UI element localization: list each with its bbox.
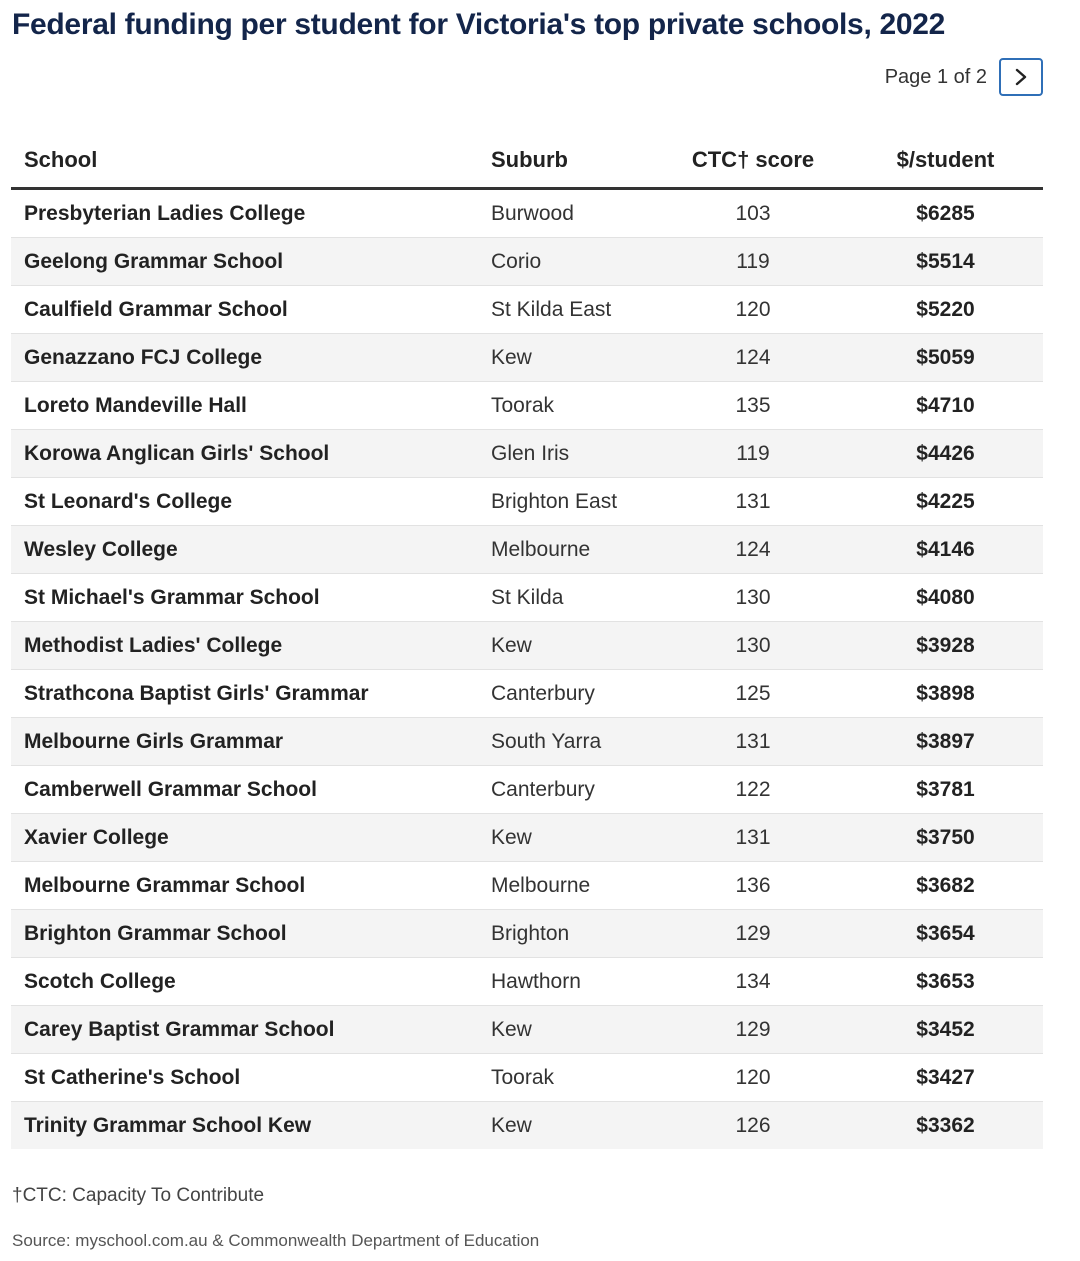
cell-suburb: St Kilda East: [478, 286, 658, 334]
cell-dollars-per-student: $6285: [848, 189, 1043, 238]
cell-ctc-score: 131: [658, 718, 848, 766]
funding-table: [11, 132, 1043, 1149]
cell-school: Caulfield Grammar School: [11, 286, 478, 334]
cell-dollars-per-student: $4146: [848, 526, 1043, 574]
cell-school: Methodist Ladies' College: [11, 622, 478, 670]
table-row: [11, 1006, 1043, 1054]
cell-school: Melbourne Grammar School: [11, 862, 478, 910]
cell-dollars-per-student: $3682: [848, 862, 1043, 910]
cell-dollars-per-student: $4426: [848, 430, 1043, 478]
cell-suburb: Burwood: [478, 189, 658, 238]
cell-dollars-per-student: $3427: [848, 1054, 1043, 1102]
cell-ctc-score: 130: [658, 574, 848, 622]
cell-ctc-score: 119: [658, 430, 848, 478]
cell-suburb: South Yarra: [478, 718, 658, 766]
cell-ctc-score: 131: [658, 814, 848, 862]
table-row: [11, 238, 1043, 286]
cell-suburb: Toorak: [478, 1054, 658, 1102]
cell-dollars-per-student: $4710: [848, 382, 1043, 430]
cell-school: Strathcona Baptist Girls' Grammar: [11, 670, 478, 718]
table-row: [11, 1102, 1043, 1150]
cell-ctc-score: 130: [658, 622, 848, 670]
cell-suburb: Kew: [478, 334, 658, 382]
cell-ctc-score: 129: [658, 1006, 848, 1054]
table-row: [11, 766, 1043, 814]
table-row: [11, 814, 1043, 862]
cell-suburb: Canterbury: [478, 766, 658, 814]
source-note: Source: myschool.com.au & Commonwealth Department of Education: [12, 1231, 540, 1250]
table-row: [11, 574, 1043, 622]
cell-ctc-score: 122: [658, 766, 848, 814]
cell-suburb: Melbourne: [478, 526, 658, 574]
page-indicator: Page 1 of 2: [884, 65, 987, 88]
table-row: [11, 334, 1043, 382]
cell-suburb: Kew: [478, 814, 658, 862]
column-header-ctc-score: CTC† score: [658, 132, 848, 189]
table-row: [11, 189, 1043, 238]
cell-school: Geelong Grammar School: [11, 238, 478, 286]
page-title: Federal funding per student for Victoria's top private schools, 2022: [12, 8, 946, 41]
cell-school: Wesley College: [11, 526, 478, 574]
cell-ctc-score: 129: [658, 910, 848, 958]
cell-suburb: Hawthorn: [478, 958, 658, 1006]
cell-ctc-score: 134: [658, 958, 848, 1006]
table-row: [11, 286, 1043, 334]
cell-school: Presbyterian Ladies College: [11, 189, 478, 238]
cell-ctc-score: 120: [658, 286, 848, 334]
cell-ctc-score: 135: [658, 382, 848, 430]
pagination: [885, 58, 1043, 96]
cell-ctc-score: 126: [658, 1102, 848, 1150]
cell-ctc-score: 131: [658, 478, 848, 526]
cell-dollars-per-student: $3653: [848, 958, 1043, 1006]
cell-suburb: Melbourne: [478, 862, 658, 910]
cell-ctc-score: 120: [658, 1054, 848, 1102]
cell-school: Korowa Anglican Girls' School: [11, 430, 478, 478]
table-row: [11, 526, 1043, 574]
column-header-suburb: Suburb: [478, 132, 658, 189]
cell-school: St Catherine's School: [11, 1054, 478, 1102]
cell-school: Loreto Mandeville Hall: [11, 382, 478, 430]
cell-dollars-per-student: $3897: [848, 718, 1043, 766]
cell-suburb: Corio: [478, 238, 658, 286]
cell-ctc-score: 103: [658, 189, 848, 238]
next-page-button[interactable]: [999, 58, 1043, 96]
table-row: [11, 958, 1043, 1006]
table-row: [11, 910, 1043, 958]
cell-school: Brighton Grammar School: [11, 910, 478, 958]
cell-dollars-per-student: $3750: [848, 814, 1043, 862]
table-row: [11, 430, 1043, 478]
table-header-row: [11, 132, 1043, 189]
cell-school: Scotch College: [11, 958, 478, 1006]
cell-school: Genazzano FCJ College: [11, 334, 478, 382]
column-header-school: School: [11, 132, 478, 189]
column-header-dollars-per-student: $/student: [848, 132, 1043, 189]
table-row: [11, 478, 1043, 526]
footnote: †CTC: Capacity To Contribute: [12, 1185, 265, 1206]
table-row: [11, 718, 1043, 766]
table-row: [11, 622, 1043, 670]
cell-dollars-per-student: $3452: [848, 1006, 1043, 1054]
cell-suburb: Kew: [478, 622, 658, 670]
cell-school: St Michael's Grammar School: [11, 574, 478, 622]
cell-suburb: Brighton East: [478, 478, 658, 526]
cell-school: Camberwell Grammar School: [11, 766, 478, 814]
cell-dollars-per-student: $3928: [848, 622, 1043, 670]
chevron-right-icon: [1014, 68, 1028, 86]
cell-ctc-score: 124: [658, 334, 848, 382]
table-row: [11, 670, 1043, 718]
cell-dollars-per-student: $3362: [848, 1102, 1043, 1150]
cell-ctc-score: 124: [658, 526, 848, 574]
cell-suburb: Canterbury: [478, 670, 658, 718]
cell-school: Carey Baptist Grammar School: [11, 1006, 478, 1054]
cell-school: Xavier College: [11, 814, 478, 862]
cell-school: Melbourne Girls Grammar: [11, 718, 478, 766]
cell-dollars-per-student: $3898: [848, 670, 1043, 718]
cell-suburb: St Kilda: [478, 574, 658, 622]
cell-dollars-per-student: $5059: [848, 334, 1043, 382]
table-row: [11, 382, 1043, 430]
cell-dollars-per-student: $3654: [848, 910, 1043, 958]
cell-ctc-score: 119: [658, 238, 848, 286]
cell-dollars-per-student: $3781: [848, 766, 1043, 814]
cell-suburb: Toorak: [478, 382, 658, 430]
cell-suburb: Brighton: [478, 910, 658, 958]
table-row: [11, 862, 1043, 910]
cell-ctc-score: 136: [658, 862, 848, 910]
table-row: [11, 1054, 1043, 1102]
cell-suburb: Kew: [478, 1006, 658, 1054]
cell-ctc-score: 125: [658, 670, 848, 718]
cell-dollars-per-student: $5514: [848, 238, 1043, 286]
cell-dollars-per-student: $4080: [848, 574, 1043, 622]
table-body: [11, 189, 1043, 1150]
cell-dollars-per-student: $4225: [848, 478, 1043, 526]
cell-suburb: Kew: [478, 1102, 658, 1150]
cell-suburb: Glen Iris: [478, 430, 658, 478]
cell-school: Trinity Grammar School Kew: [11, 1102, 478, 1150]
cell-school: St Leonard's College: [11, 478, 478, 526]
cell-dollars-per-student: $5220: [848, 286, 1043, 334]
